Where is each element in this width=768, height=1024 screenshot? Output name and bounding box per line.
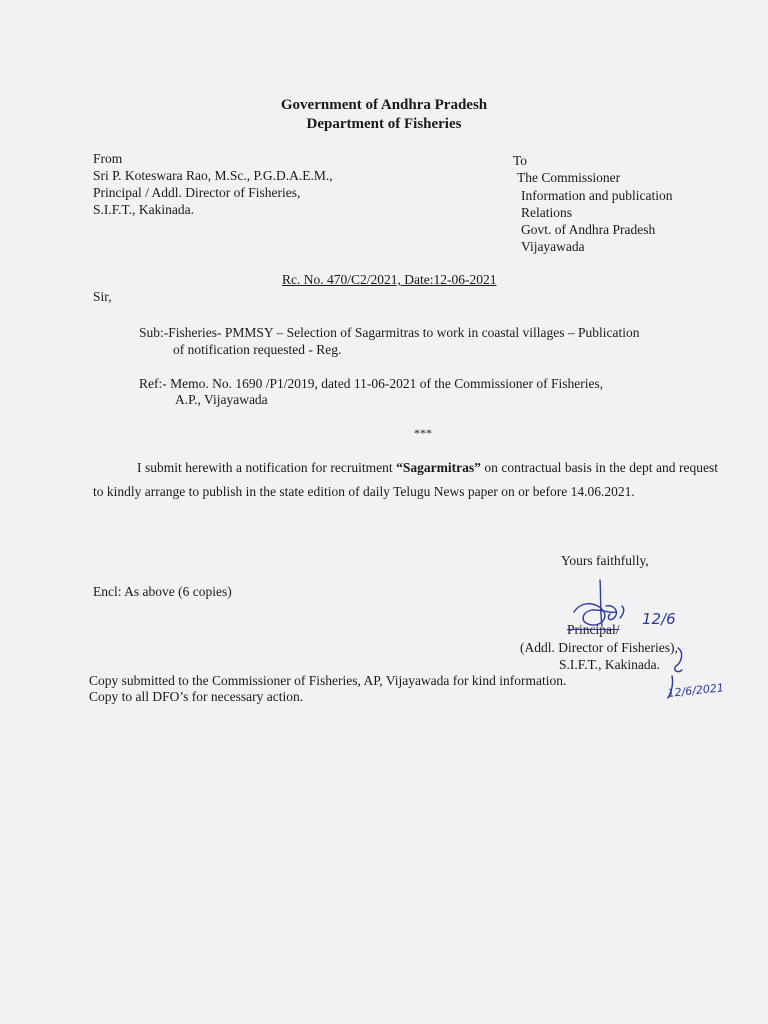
body-highlight: “Sagarmitras” <box>396 460 481 475</box>
closing: Yours faithfully, <box>561 553 649 568</box>
to-line: Relations <box>521 205 572 220</box>
signature-office: S.I.F.T., Kakinada. <box>559 657 661 672</box>
header-government: Government of Andhra Pradesh <box>280 97 488 113</box>
ref-line: A.P., Vijayawada <box>175 392 268 407</box>
salutation: Sir, <box>93 289 112 304</box>
separator: *** <box>414 426 432 440</box>
copy-line: Copy to all DFO’s for necessary action. <box>89 689 304 704</box>
reference-number: Rc. No. 470/C2/2021, Date:12-06-2021 <box>282 272 497 287</box>
subject-line: Sub:-Fisheries- PMMSY – Selection of Sagarmitras to work in coastal villages – Publication <box>139 325 640 340</box>
from-line: Sri P. Koteswara Rao, M.Sc., P.G.D.A.E.M., <box>93 168 333 183</box>
to-line: Govt. of Andhra Pradesh <box>521 222 656 237</box>
to-line: Information and publication <box>521 188 673 203</box>
body-paragraph <box>93 456 718 504</box>
enclosure: Encl: As above (6 copies) <box>93 584 232 599</box>
from-line: S.I.F.T., Kakinada. <box>93 202 195 217</box>
handwritten-date: 12/6/2021 <box>666 681 725 700</box>
signature-title: Principal/ <box>567 622 620 637</box>
to-line: The Commissioner <box>517 170 621 185</box>
ref-line: Ref:- Memo. No. 1690 /P1/2019, dated 11-06-2021 of the Commissioner of Fisheries, <box>139 376 604 391</box>
subject-line: of notification requested - Reg. <box>173 342 342 357</box>
to-line: Vijayawada <box>521 239 585 254</box>
to-label: To <box>513 153 528 168</box>
handwritten-date: 12/6 <box>642 610 676 628</box>
copy-line: Copy submitted to the Commissioner of Fisheries, AP, Vijayawada for kind information. <box>89 673 567 688</box>
body-text-start: I submit herewith a notification for recruitment <box>137 460 397 475</box>
from-label: From <box>93 151 123 166</box>
header-department: Department of Fisheries <box>306 116 462 132</box>
signature-designation: (Addl. Director of Fisheries), <box>520 640 678 655</box>
body-text-end: on contractual basis in the dept and request to kindly arrange to publish in the state edition of daily Telugu News paper on or before 14.06.2021. <box>93 460 718 499</box>
from-line: Principal / Addl. Director of Fisheries, <box>93 185 301 200</box>
